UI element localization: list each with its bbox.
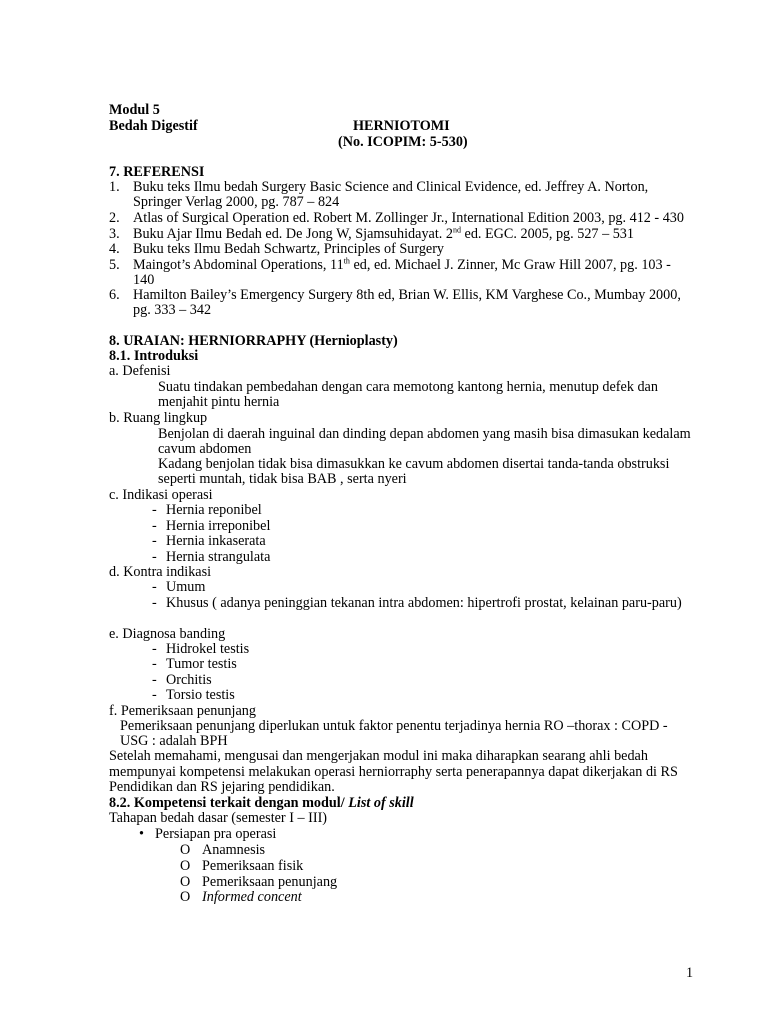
list-item: O Pemeriksaan fisik <box>180 858 304 874</box>
list-item: O Anamnesis <box>180 842 266 858</box>
list-item: 4. Buku teks Ilmu Bedah Schwartz, Principles of Surgery <box>109 241 445 257</box>
list-item-continuation: Springer Verlag 2000, pg. 787 – 824 <box>133 194 340 210</box>
referensi-heading: 7. REFERENSI <box>109 164 205 180</box>
list-item: - Khusus ( adanya peninggian tekanan intra abdomen: hipertrofi prostat, kelainan paru-paru) <box>152 595 682 611</box>
list-item: - Hernia strangulata <box>152 549 271 565</box>
document-title: HERNIOTOMI <box>353 118 450 134</box>
list-item: O Informed concent <box>180 889 302 905</box>
paragraph-text: Tahapan bedah dasar (semester I – III) <box>109 810 328 826</box>
list-item: - Hernia inkaserata <box>152 533 266 549</box>
section-label: d. Kontra indikasi <box>109 564 212 580</box>
kompetensi-heading: 8.2. Kompetensi terkait dengan modul/ List of skill <box>109 795 414 811</box>
list-item: 1. Buku teks Ilmu bedah Surgery Basic Science and Clinical Evidence, ed. Jeffrey A. Norton, <box>109 179 649 195</box>
list-item: - Orchitis <box>152 672 212 688</box>
paragraph-text: Suatu tindakan pembedahan dengan cara memotong kantong hernia, menutup defek dan <box>158 379 658 395</box>
page-number: 1 <box>686 965 694 981</box>
paragraph-text: USG : adalah BPH <box>120 733 228 749</box>
section-label: e. Diagnosa banding <box>109 626 226 642</box>
list-item: O Pemeriksaan penunjang <box>180 874 338 890</box>
section-label: f. Pemeriksaan penunjang <box>109 703 256 719</box>
introduksi-heading: 8.1. Introduksi <box>109 348 199 364</box>
uraian-heading: 8. URAIAN: HERNIORRAPHY (Hernioplasty) <box>109 333 398 349</box>
paragraph-text: menjahit pintu hernia <box>158 394 280 410</box>
list-item-continuation: 140 <box>133 272 155 288</box>
department-label: Bedah Digestif <box>109 118 198 134</box>
paragraph-text: cavum abdomen <box>158 441 252 457</box>
list-item: - Tumor testis <box>152 656 237 672</box>
circle-bullet-icon: O <box>180 842 191 858</box>
paragraph-text: Setelah memahami, mengusai dan mengerjakan modul ini maka diharapkan searang ahli bedah <box>109 748 648 764</box>
list-item: 6. Hamilton Bailey’s Emergency Surgery 8th ed, Brian W. Ellis, KM Varghese Co., Mumbay 2000, <box>109 287 681 303</box>
bullet-icon: • <box>139 826 144 842</box>
section-label: c. Indikasi operasi <box>109 487 213 503</box>
paragraph-text: Kadang benjolan tidak bisa dimasukkan ke cavum abdomen disertai tanda-tanda obstruksi <box>158 456 670 472</box>
list-item: - Torsio testis <box>152 687 235 703</box>
paragraph-text: seperti muntah, tidak bisa BAB , serta nyeri <box>158 471 407 487</box>
paragraph-text: mempunyai kompetensi melakukan operasi herniorraphy serta penerapannya dapat dikerjakan di RS <box>109 764 678 780</box>
section-label: b. Ruang lingkup <box>109 410 208 426</box>
list-item: - Hernia irreponibel <box>152 518 271 534</box>
document-code: (No. ICOPIM: 5-530) <box>338 134 468 150</box>
list-item: - Hernia reponibel <box>152 502 262 518</box>
paragraph-text: Pendidikan dan RS jejaring pendidikan. <box>109 779 335 795</box>
circle-bullet-icon: O <box>180 874 191 890</box>
paragraph-text: Benjolan di daerah inguinal dan dinding depan abdomen yang masih bisa dimasukan kedalam <box>158 426 691 442</box>
modul-label: Modul 5 <box>109 102 160 118</box>
list-item: - Hidrokel testis <box>152 641 250 657</box>
circle-bullet-icon: O <box>180 889 191 905</box>
list-item: • Persiapan pra operasi <box>139 826 277 842</box>
list-item: 3. Buku Ajar Ilmu Bedah ed. De Jong W, Sjamsuhidayat. 2nd ed. EGC. 2005, pg. 527 – 531 <box>109 225 634 242</box>
section-label: a. Defenisi <box>109 363 171 379</box>
list-item: - Umum <box>152 579 206 595</box>
paragraph-text: Pemeriksaan penunjang diperlukan untuk faktor penentu terjadinya hernia RO –thorax : COPD - <box>120 718 668 734</box>
circle-bullet-icon: O <box>180 858 191 874</box>
list-item: 2. Atlas of Surgical Operation ed. Robert M. Zollinger Jr., International Edition 2003, pg. 412 - 430 <box>109 210 684 226</box>
list-item: 5. Maingot’s Abdominal Operations, 11th ed, ed. Michael J. Zinner, Mc Graw Hill 2007, pg. 103 - <box>109 256 671 273</box>
list-item-continuation: pg. 333 – 342 <box>133 302 212 318</box>
